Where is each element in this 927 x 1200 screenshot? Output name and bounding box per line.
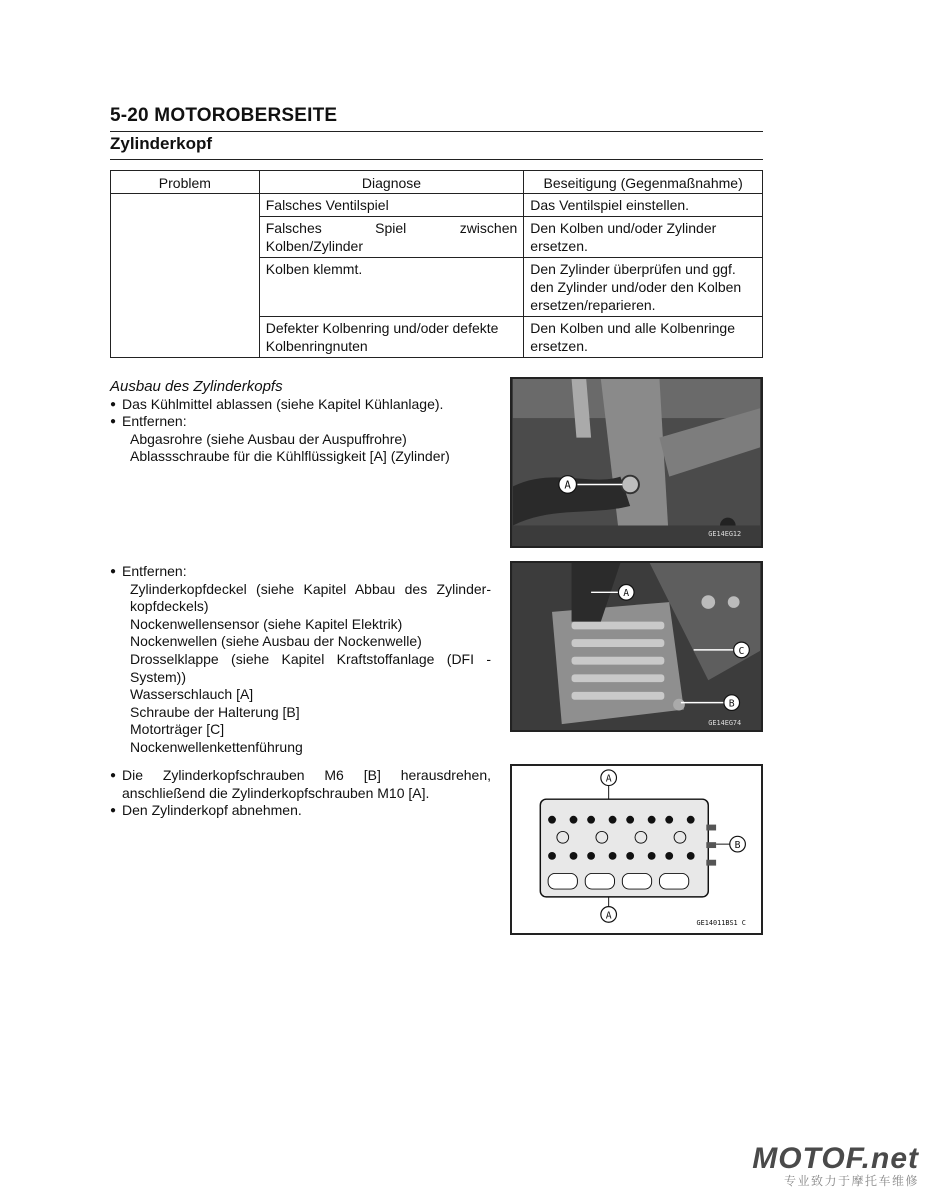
callout-a: A (564, 478, 571, 492)
list-item: Schraube der Halterung [B] (130, 703, 300, 720)
table-row (111, 194, 763, 217)
table-header-row (111, 171, 763, 194)
list-item: Zylinderkopfdeckel (siehe Kapitel Abbau des Zylinder-kopfdeckels) (130, 580, 491, 615)
step-remove: ● Entfernen: (110, 563, 491, 581)
step-unscrew-bolts: ● Die Zylinderkopfschrauben M6 [B] herausdrehen, anschließend die Zylinderkopfschrauben M10 [A]. (110, 767, 491, 802)
watermark-subtitle: 专业致力于摩托车维修 (783, 1174, 919, 1188)
watermark (752, 1142, 919, 1189)
remedy-cell: Den Kolben und alle Kolbenringe ersetzen. (524, 317, 763, 358)
step-remove-head: ● Den Zylinderkopf abnehmen. (110, 802, 491, 820)
diagram-cylinder-head-bolts (510, 764, 763, 935)
section-title: Zylinderkopf (110, 134, 213, 153)
removal-section-1 (110, 378, 491, 466)
list-item: Motorträger [C] (130, 721, 225, 738)
remedy-cell: Den Zylinder überprüfen und ggf. den Zylinder und/oder den Kolben ersetzen/reparieren. (524, 258, 763, 317)
photo-engine-top (510, 561, 763, 732)
diagnose-cell: Falsches Spiel zwischen Kolben/Zylinder (259, 217, 524, 258)
photo-graphic (512, 379, 761, 546)
list-item: Abgasrohre (siehe Ausbau der Auspuffrohre) (130, 430, 407, 447)
watermark-logo: MOTOF.net (752, 1142, 919, 1175)
diagram-graphic (512, 766, 761, 933)
problem-cell (111, 194, 260, 358)
step-remove: ● Entfernen: (110, 413, 491, 431)
subsection-heading: Ausbau des Zylinderkopfs (110, 378, 283, 395)
list-item: Nockenwellenkettenführung (130, 738, 303, 755)
list-item: Ablassschraube für die Kühlflüssigkeit [A] (Zylinder) (130, 448, 450, 465)
removal-section-3 (110, 767, 491, 820)
remedy-cell: Das Ventilspiel einstellen. (524, 194, 763, 217)
callout-b: B (734, 840, 741, 852)
photo-coolant-drain-bolt (510, 377, 763, 548)
list-item: Drosselklappe (siehe Kapitel Kraftstoffanlage (DFI -System)) (130, 650, 491, 685)
diagnose-cell: Defekter Kolbenring und/oder defekte Kolbenringnuten (259, 317, 524, 358)
diagnosis-table (110, 170, 763, 358)
section-rule (110, 159, 763, 160)
header-remedy: Beseitigung (Gegenmaßnahme) (524, 171, 763, 194)
figure-code: GE14011BS1 C (696, 919, 746, 928)
remedy-cell: Den Kolben und/oder Zylinder ersetzen. (524, 217, 763, 258)
diagnose-cell: Falsches Ventilspiel (259, 194, 524, 217)
callout-a: A (623, 588, 630, 600)
figure-code: GE14EG74 (708, 719, 742, 728)
list-item: Nockenwellen (siehe Ausbau der Nockenwelle) (130, 633, 422, 650)
list-item: Nockenwellensensor (siehe Kapitel Elektrik) (130, 615, 403, 632)
callout-a-bottom: A (605, 910, 612, 922)
title-rule (110, 131, 763, 132)
header-problem: Problem (111, 171, 260, 194)
header-diagnose: Diagnose (259, 171, 524, 194)
callout-b: B (728, 698, 735, 710)
step-drain-coolant: ● Das Kühlmittel ablassen (siehe Kapitel Kühlanlage). (110, 396, 491, 414)
diagnose-cell: Kolben klemmt. (259, 258, 524, 317)
callout-a-top: A (605, 773, 612, 785)
figure-code: GE14EG12 (708, 530, 742, 539)
photo-graphic (512, 563, 761, 730)
removal-section-2 (110, 563, 491, 757)
list-item: Wasserschlauch [A] (130, 686, 254, 703)
page-title: 5-20 MOTOROBERSEITE (110, 105, 338, 126)
callout-c: C (738, 645, 745, 657)
